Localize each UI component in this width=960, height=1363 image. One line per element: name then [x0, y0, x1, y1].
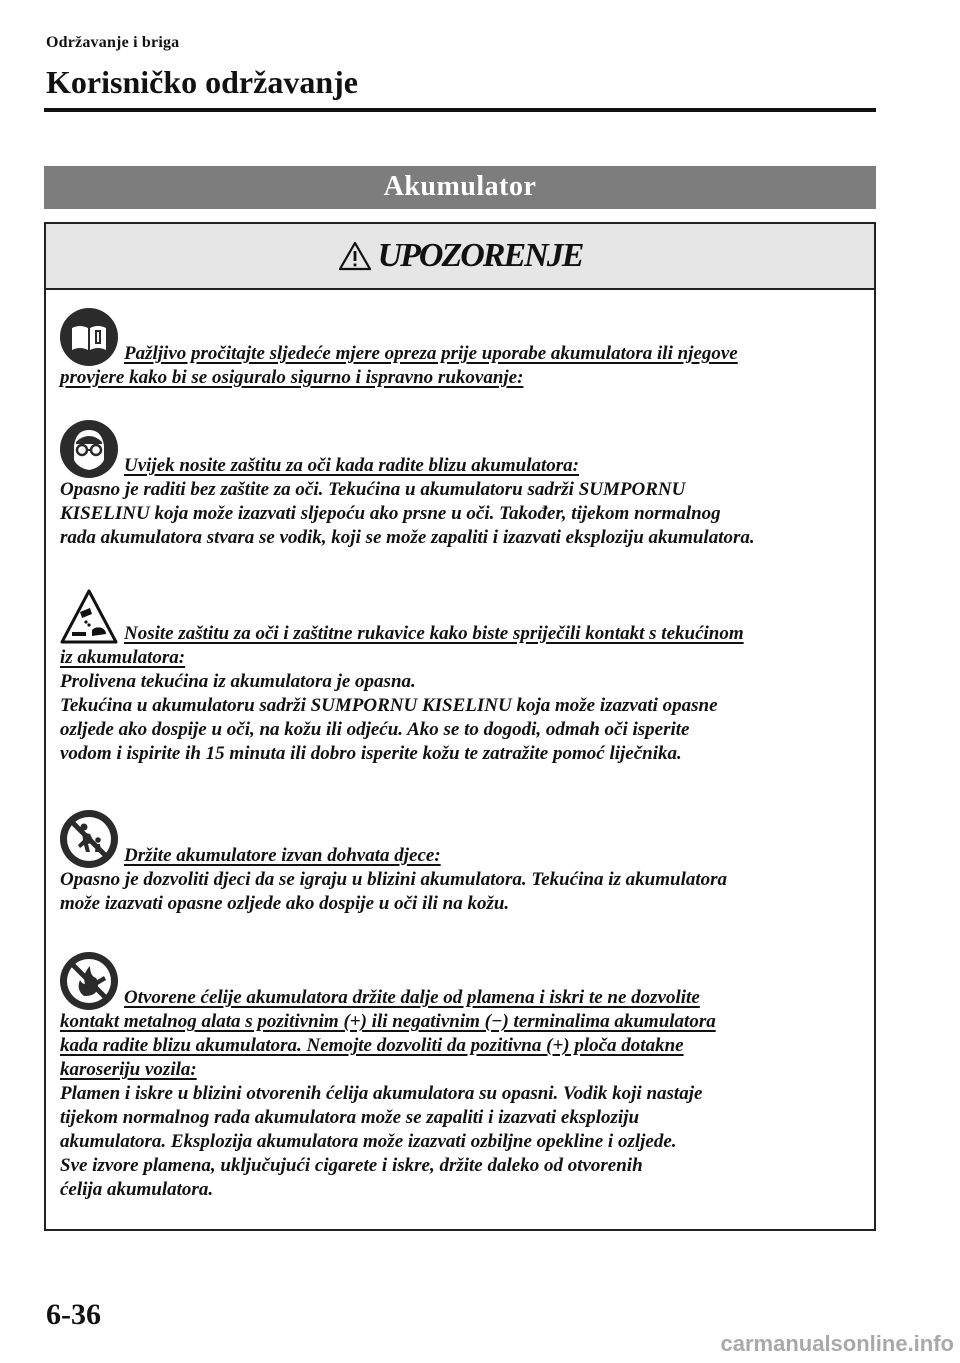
entry-body-line: vodom i ispirite ih 15 minuta ili dobro isperite kožu te zatražite pomoć liječnika. — [60, 743, 682, 764]
entry-body-line: Prolivena tekućina iz akumulatora je opasna. — [60, 671, 416, 692]
entry-heading-line: Uvijek nosite zaštitu za oči kada radite blizu akumulatora: — [124, 455, 579, 476]
warning-header — [46, 224, 874, 290]
entry-heading-line: Nosite zaštitu za oči i zaštitne rukavice kako biste spriječili kontakt s tekućinom — [124, 623, 744, 644]
entry-body-line: Sve izvore plamena, uključujući cigarete i iskre, držite daleko od otvorenih — [60, 1155, 643, 1176]
entry-heading-line: provjere kako bi se osiguralo sigurno i ispravno rukovanje: — [60, 367, 524, 388]
keep-children-away-icon — [60, 810, 118, 868]
section-label: Održavanje i briga — [46, 34, 180, 51]
entry-heading-line: Otvorene ćelije akumulatora držite dalje od plamena i iskri te ne dozvolite — [124, 987, 700, 1008]
page-number: 6-36 — [46, 1298, 101, 1331]
warning-entry-children — [60, 810, 860, 916]
entry-body-line: ćelija akumulatora. — [60, 1179, 214, 1200]
warning-entry-read-manual — [60, 308, 860, 390]
eye-protection-icon — [60, 420, 118, 478]
watermark[interactable]: carmanualsonline.info — [720, 1331, 954, 1356]
entry-body-line: KISELINU koja može izazvati sljepoću ako prsne u oči. Također, tijekom normalnog — [60, 503, 721, 524]
entry-body-line: Opasno je raditi bez zaštite za oči. Tekućina u akumulatoru sadrži SUMPORNU — [60, 479, 686, 500]
entry-body-line: Tekućina u akumulatoru sadrži SUMPORNU KISELINU koja može izazvati opasne — [60, 695, 718, 716]
warning-box — [44, 222, 876, 1231]
warning-entry-corrosive — [60, 588, 860, 766]
entry-heading-line: karoseriju vozila: — [60, 1059, 197, 1080]
warning-triangle-icon — [338, 241, 372, 271]
warning-title: UPOZORENJE — [377, 237, 583, 274]
entry-body-line: tijekom normalnog rada akumulatora može se zapaliti i izazvati eksploziju — [60, 1107, 640, 1128]
warning-entry-no-fire — [60, 952, 860, 1202]
warning-entry-eye-protection — [60, 420, 860, 550]
entry-heading-line: Pažljivo pročitajte sljedeće mjere opreza prije uporabe akumulatora ili njegove — [124, 343, 738, 364]
entry-body-line: Plamen i iskre u blizini otvorenih ćelija akumulatora su opasni. Vodik koji nastaje — [60, 1083, 703, 1104]
entry-heading-line: kada radite blizu akumulatora. Nemojte dozvoliti da pozitivna (+) ploča dotakne — [60, 1035, 684, 1056]
page-title: Korisničko održavanje — [46, 64, 358, 100]
entry-body-line: rada akumulatora stvara se vodik, koji se može zapaliti i izazvati eksploziju akumulatora. — [60, 527, 755, 548]
entry-body-line: ozljede ako dospije u oči, na kožu ili odjeću. Ako se to dogodi, odmah oči isperite — [60, 719, 690, 740]
read-manual-icon — [60, 308, 118, 366]
entry-heading-line: iz akumulatora: — [60, 647, 186, 668]
section-title: Akumulator — [44, 166, 876, 209]
entry-heading-line: Držite akumulatore izvan dohvata djece: — [124, 845, 441, 866]
corrosive-icon — [60, 588, 118, 646]
entry-heading-line: kontakt metalnog alata s pozitivnim (+) ili negativnim (−) terminalima akumulatora — [60, 1011, 716, 1032]
entry-body-line: akumulatora. Eksplozija akumulatora može izazvati ozbiljne opekline i ozljede. — [60, 1131, 677, 1152]
no-fire-icon — [60, 952, 118, 1010]
entry-body-line: Opasno je dozvoliti djeci da se igraju u blizini akumulatora. Tekućina iz akumulatora — [60, 869, 728, 890]
entry-body-line: može izazvati opasne ozljede ako dospije u oči ili na kožu. — [60, 893, 510, 914]
title-divider — [44, 108, 876, 112]
